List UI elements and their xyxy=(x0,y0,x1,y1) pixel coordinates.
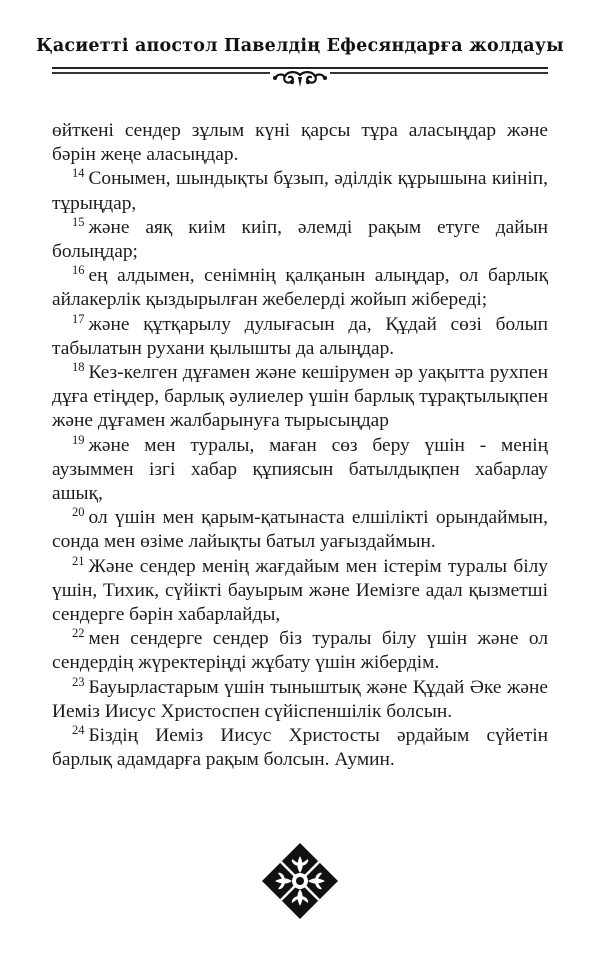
diamond-fleur-cross-icon xyxy=(261,842,339,920)
verse-text: мен сендерге сендер біз туралы білу үшін және ол сендердің жүректеріңді жұбату үшін жібердім. xyxy=(52,628,548,674)
verse-number: 20 xyxy=(72,505,85,520)
verse-text: және құтқарылу дулығасын да, Құдай сөзі болып табылатын рухани қылышты да алыңдар. xyxy=(52,313,548,359)
verse-number: 19 xyxy=(72,432,85,447)
verse-20 xyxy=(52,506,548,554)
verse-15 xyxy=(52,216,548,264)
verse-text: және мен туралы, маған сөз беру үшін - менің аузыммен ізгі хабар құпиясын батылдықпен хабарлау ашық, xyxy=(52,434,548,505)
running-title: Қасиетті апостол Павелдің Ефесяндарға жолдауы xyxy=(36,36,564,56)
scroll-flourish-icon xyxy=(270,69,330,89)
verse-number: 18 xyxy=(72,360,85,375)
verse-number: 15 xyxy=(72,214,85,229)
verse-number: 17 xyxy=(72,311,85,326)
verse-18 xyxy=(52,361,548,434)
verse-number: 14 xyxy=(72,166,85,181)
verse-text: Біздің Иеміз Иисус Христосты әрдайым сүйетін барлық адамдарға рақым болсын. Аумин. xyxy=(52,725,548,771)
verse-text: Сонымен, шындықты бұзып, әділдік құрышына киініп, тұрыңдар, xyxy=(52,168,548,214)
verse-number: 16 xyxy=(72,263,85,278)
verse-text: Және сендер менің жағдайым мен істерім туралы білу үшін, Тихик, сүйікті бауырым және Иемізге адал қызметші сендерге бәрін хабарлайды, xyxy=(52,555,548,626)
scripture-text xyxy=(52,119,548,772)
paragraph-text: өйткені сендер зұлым күні қарсы тұра аласыңдар және бәрін жеңе аласыңдар. xyxy=(52,120,548,166)
page-header xyxy=(0,0,600,100)
verse-text: Кез-келген дұғамен және кешірумен әр уақытта рухпен дұға етіңдер, барлық әулиелер үшін барлық тұрақтылықпен және дұғамен жалбарынуға тырысыңдар xyxy=(52,362,548,432)
verse-text: Бауырластарым үшін тыныштық және Құдай Әке және Иеміз Иисус Христоспен сүйіспеншілік болсын. xyxy=(52,676,548,722)
verse-24 xyxy=(52,724,548,772)
verse-number: 23 xyxy=(72,674,85,689)
verse-text: ең алдымен, сенімнің қалқанын алыңдар, ол барлық айлакерлік қыздырылған жебелерді жойып жібереді; xyxy=(52,265,548,311)
verse-23 xyxy=(52,676,548,724)
verse-text: және аяқ киім киіп, әлемді рақым етуге дайын болыңдар; xyxy=(52,216,548,263)
verse-number: 22 xyxy=(72,626,85,641)
verse-number: 21 xyxy=(72,553,85,568)
verse-number: 24 xyxy=(72,723,85,738)
verse-17 xyxy=(52,313,548,361)
verse-14 xyxy=(52,167,548,215)
verse-22 xyxy=(52,627,548,675)
verse-21 xyxy=(52,555,548,628)
paragraph-continuation xyxy=(52,119,548,167)
verse-19 xyxy=(52,434,548,507)
verse-text: ол үшін мен қарым-қатынаста елшілікті орындаймын, сонда мен өзіме лайықты батыл уағыздаймын. xyxy=(52,507,548,553)
verse-16 xyxy=(52,264,548,312)
